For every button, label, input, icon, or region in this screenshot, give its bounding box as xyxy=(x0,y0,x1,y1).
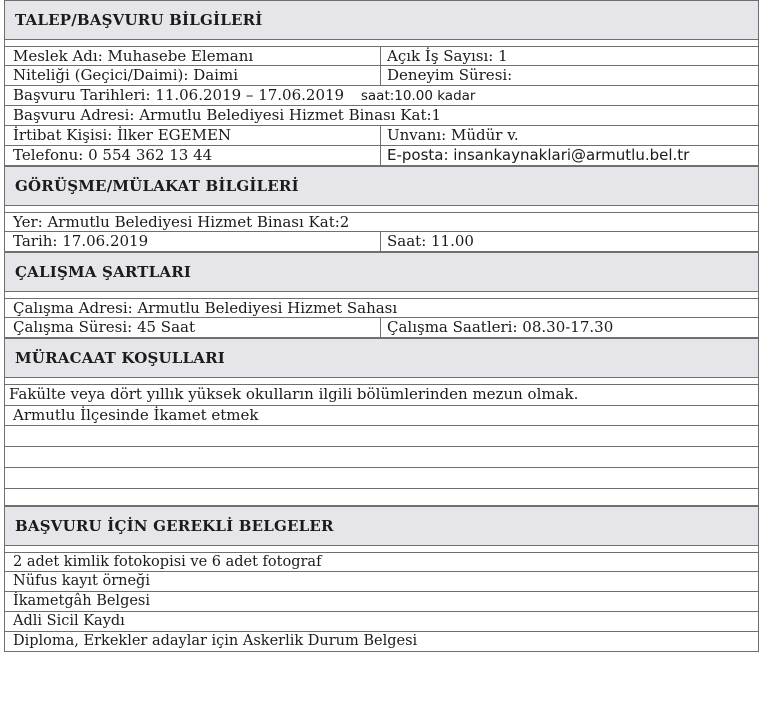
empty-row xyxy=(5,447,758,468)
table-row xyxy=(5,406,758,426)
table-row xyxy=(5,298,758,318)
table-row xyxy=(5,46,758,66)
work-duration-field: Çalışma Süresi: 45 Saat xyxy=(5,318,381,337)
section-application-info-title: TALEP/BAŞVURU BİLGİLERİ xyxy=(5,0,758,40)
phone-field: Telefonu: 0 554 362 13 44 xyxy=(5,146,381,165)
table-row xyxy=(5,86,758,106)
contact-title-field: Unvanı: Müdür v. xyxy=(387,126,519,144)
occupation-field: Meslek Adı: Muhasebe Elemanı xyxy=(5,47,381,65)
application-deadline-time: saat:10.00 kadar xyxy=(360,88,476,104)
document-item: Nüfus kayıt örneği xyxy=(13,573,150,589)
requirement-item: Fakülte veya dört yıllık yüksek okulların ilgili bölümlerinden mezun olmak. xyxy=(9,385,579,403)
empty-row xyxy=(5,489,758,506)
open-positions-field: Açık İş Sayısı: 1 xyxy=(387,47,508,65)
application-dates-field xyxy=(5,86,758,105)
table-row xyxy=(5,592,758,612)
table-row xyxy=(5,126,758,146)
table-row xyxy=(5,66,758,86)
experience-field: Deneyim Süresi: xyxy=(387,66,513,84)
empty-row xyxy=(5,426,758,447)
document-item: Adli Sicil Kaydı xyxy=(13,613,125,629)
table-row xyxy=(5,552,758,572)
document-item: 2 adet kimlik fotokopisi ve 6 adet fotograf xyxy=(13,554,322,570)
table-row xyxy=(5,572,758,592)
table-row xyxy=(5,212,758,232)
table-row xyxy=(5,232,758,252)
application-dates: Başvuru Tarihleri: 11.06.2019 – 17.06.2019 xyxy=(13,86,345,104)
work-address-field: Çalışma Adresi: Armutlu Belediyesi Hizmet Sahası xyxy=(13,299,398,317)
document-item: İkametgâh Belgesi xyxy=(13,593,151,609)
section-documents-title: BAŞVURU İÇİN GEREKLİ BELGELER xyxy=(5,506,758,546)
job-application-form xyxy=(4,0,759,652)
table-row xyxy=(5,384,758,406)
section-interview-title: GÖRÜŞME/MÜLAKAT BİLGİLERİ xyxy=(5,166,758,206)
section-working-conditions-title: ÇALIŞMA ŞARTLARI xyxy=(5,252,758,292)
table-row xyxy=(5,612,758,632)
requirement-item: Armutlu İlçesinde İkamet etmek xyxy=(13,406,259,424)
interview-time-field: Saat: 11.00 xyxy=(387,232,474,250)
document-item: Diploma, Erkekler adaylar için Askerlik Durum Belgesi xyxy=(13,633,418,649)
position-type-field: Niteliği (Geçici/Daimi): Daimi xyxy=(5,66,381,85)
table-row xyxy=(5,146,758,166)
application-address-field: Başvuru Adresi: Armutlu Belediyesi Hizmet Binası Kat:1 xyxy=(13,106,442,124)
interview-location-field: Yer: Armutlu Belediyesi Hizmet Binası Kat:2 xyxy=(13,213,350,231)
section-requirements-title: MÜRACAAT KOŞULLARI xyxy=(5,338,758,378)
table-row xyxy=(5,318,758,338)
interview-date-field: Tarih: 17.06.2019 xyxy=(5,232,381,251)
contact-person-field: İrtibat Kişisi: İlker EGEMEN xyxy=(5,126,381,145)
table-row xyxy=(5,106,758,126)
empty-row xyxy=(5,468,758,489)
work-hours-field: Çalışma Saatleri: 08.30-17.30 xyxy=(387,318,614,336)
table-row xyxy=(5,632,758,652)
email-field: E-posta: insankaynaklari@armutlu.bel.tr xyxy=(387,146,690,164)
